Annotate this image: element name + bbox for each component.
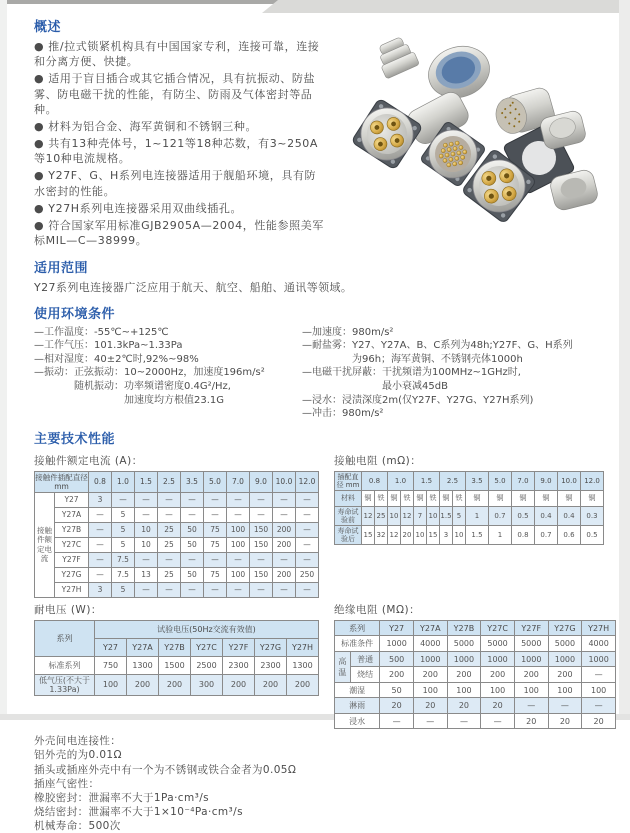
table-cell: 10 [135, 522, 158, 537]
table-cell: 1500 [159, 656, 191, 674]
series-label: Y27F [55, 552, 89, 567]
table-cell: 5 [112, 522, 135, 537]
row-header: 寿命试验后 [335, 525, 362, 544]
table-cell: 0.4 [558, 506, 581, 525]
column-header: Y27 [380, 620, 414, 636]
table-cell: 5000 [548, 636, 582, 652]
table-cell: 20 [514, 713, 548, 729]
table-cell: 4000 [413, 636, 447, 652]
series-label: Y27A [55, 507, 89, 522]
table-cell: 1 [466, 506, 489, 525]
table-cell: 500 [380, 651, 414, 667]
rated-current-caption: 接触件额定电流 (A)： [34, 454, 143, 467]
table-cell: 铜 [489, 490, 512, 506]
table-cell: 2300 [223, 656, 255, 674]
table-cell: — [89, 567, 112, 582]
performance-row-2 [34, 600, 616, 730]
table-cell: 100 [481, 682, 515, 698]
table-cell: 200 [273, 522, 296, 537]
row-group-label: 高温 [335, 651, 351, 682]
table-cell: — [296, 522, 319, 537]
table-cell: 100 [447, 682, 481, 698]
table-cell: 1300 [127, 656, 159, 674]
table-cell: 3 [89, 492, 112, 507]
table-cell: 1000 [514, 651, 548, 667]
table-cell: 铜 [581, 490, 604, 506]
column-header: Y27F [223, 638, 255, 656]
table-cell: 100 [95, 674, 127, 695]
contact-resistance-block [334, 451, 616, 545]
table-cell: 50 [380, 682, 414, 698]
table-cell: 7.5 [112, 552, 135, 567]
table-cell: 铜 [466, 490, 489, 506]
env-condition: —工作温度：-55℃~+125℃ [34, 326, 169, 338]
table-cell: — [89, 552, 112, 567]
column-header: 5.0 [204, 471, 227, 492]
table-cell: — [296, 492, 319, 507]
table-cell: 50 [181, 567, 204, 582]
table-cell: 150 [250, 537, 273, 552]
series-label: Y27C [55, 537, 89, 552]
column-header: Y27H [582, 620, 616, 636]
overview-bullet-7: ● 符合国家军用标准GJB2905A—2004，性能参照美军标MIL—C—38999。 [34, 218, 324, 248]
row-header: 浸水 [335, 713, 380, 729]
table-cell: 12 [401, 506, 414, 525]
table-cell: 0.8 [362, 471, 388, 490]
table-cell: 200 [273, 537, 296, 552]
column-header: Y27C [481, 620, 515, 636]
env-condition: —耐盐雾：Y27、Y27A、B、C系列为48h;Y27F、G、H系列 [302, 340, 573, 352]
table-cell: 13 [135, 567, 158, 582]
table-cell: — [296, 552, 319, 567]
table-cell: 10 [388, 506, 401, 525]
table-cell: 5000 [514, 636, 548, 652]
scope-heading: 适用范围 [34, 261, 89, 277]
column-header: 2.5 [158, 471, 181, 492]
row-header: 淋雨 [335, 698, 380, 714]
column-header: Y27G [548, 620, 582, 636]
env-condition: 随机振动：功率频谱密度0.4G²/Hz, [34, 381, 231, 392]
table-cell: 10 [427, 506, 440, 525]
top-row [34, 10, 616, 250]
note-line: 烧结密封：泄漏率不大于1×10⁻⁴Pa·cm³/s [34, 806, 243, 819]
table-cell: 9.0 [535, 471, 558, 490]
table-cell: 200 [159, 674, 191, 695]
series-label: Y27 [55, 492, 89, 507]
note-line: 插座气密性： [34, 777, 100, 790]
note-line: 铝外壳的为0.01Ω [34, 749, 122, 762]
series-label: Y27B [55, 522, 89, 537]
table-cell: — [158, 507, 181, 522]
table-cell: 0.6 [558, 525, 581, 544]
table-cell: 0.7 [489, 506, 512, 525]
table-cell: 25 [375, 506, 388, 525]
table-cell: — [135, 492, 158, 507]
env-condition: —相对湿度：40±2℃时,92%~98% [34, 353, 199, 365]
table-cell: 12.0 [581, 471, 604, 490]
overview-bullet-4: ● 共有13种壳体号，1~121等18种芯数，有3~250A等10种电流规格。 [34, 137, 319, 166]
table-cell: 1.5 [466, 525, 489, 544]
table-cell: — [250, 582, 273, 597]
table-cell: — [135, 582, 158, 597]
table-cell: 5.0 [489, 471, 512, 490]
row-header: 插配直径 mm [335, 471, 362, 490]
table-cell: 200 [255, 674, 287, 695]
table-cell: 5 [453, 506, 466, 525]
withstand-voltage-caption: 耐电压 (W)： [34, 603, 102, 616]
table-cell: 铜 [535, 490, 558, 506]
table-cell: — [296, 507, 319, 522]
table-cell: 200 [481, 667, 515, 683]
column-header: Y27H [287, 638, 319, 656]
table-cell: 150 [250, 567, 273, 582]
column-header: 1.5 [135, 471, 158, 492]
table-cell: — [273, 552, 296, 567]
table-cell: 5 [112, 582, 135, 597]
table-cell: 50 [181, 537, 204, 552]
env-condition: 加速度均方根值23.1G [34, 394, 225, 406]
row-header: 标准系列 [35, 656, 95, 674]
table-cell: 200 [223, 674, 255, 695]
series-header: 系列 [35, 620, 95, 656]
table-cell: 0.7 [535, 525, 558, 544]
table-cell: 2.5 [440, 471, 466, 490]
table-cell: 20 [401, 525, 414, 544]
table-cell: 铜 [440, 490, 453, 506]
table-cell: 铁 [427, 490, 440, 506]
table-cell: — [582, 698, 616, 714]
withstand-voltage-table [34, 620, 319, 696]
column-header: Y27A [413, 620, 447, 636]
table-cell: 50 [181, 522, 204, 537]
table-cell: 铁 [453, 490, 466, 506]
table-cell: 200 [127, 674, 159, 695]
table-cell: — [181, 582, 204, 597]
table-cell: 750 [95, 656, 127, 674]
table-cell: 3 [440, 525, 453, 544]
column-header: 9.0 [250, 471, 273, 492]
table-cell: 15 [362, 525, 375, 544]
corner-header: 接触件插配直径 mm [35, 472, 88, 491]
table-cell: — [89, 537, 112, 552]
column-header: 1.0 [112, 471, 135, 492]
table-cell: 1.0 [388, 471, 414, 490]
table-cell: 200 [273, 567, 296, 582]
table-cell: 2300 [255, 656, 287, 674]
table-cell: 25 [158, 567, 181, 582]
column-header: Y27F [514, 620, 548, 636]
table-cell: 200 [514, 667, 548, 683]
table-cell: — [204, 582, 227, 597]
env-condition: —浸水：浸渍深度2m(仅Y27F、Y27G、Y27H系列) [302, 394, 534, 406]
note-line: 插头或插座外壳中有一个为不锈钢或铁合金者为0.05Ω [34, 763, 297, 776]
table-cell: 5000 [481, 636, 515, 652]
overview-bullet-6: ● Y27H系列电连接器采用双曲线插孔。 [34, 201, 243, 215]
insulation-resistance-block [334, 600, 616, 730]
overview-section [34, 10, 326, 250]
product-photo [326, 10, 616, 250]
table-cell: 7 [414, 506, 427, 525]
table-cell: 3.5 [466, 471, 489, 490]
overview-bullet-1: ● 推/拉式锁紧机构具有中国国家专利，连接可靠，连接和分离方便、快捷。 [34, 40, 320, 69]
table-cell: — [250, 492, 273, 507]
performance-row-1 [34, 451, 616, 598]
table-cell: 0.3 [581, 506, 604, 525]
table-cell: 铜 [362, 490, 375, 506]
table-cell: 5000 [447, 636, 481, 652]
table-cell: — [158, 492, 181, 507]
table-cell: 10 [414, 525, 427, 544]
table-cell: — [481, 713, 515, 729]
table-cell: 100 [413, 682, 447, 698]
series-label: Y27H [55, 582, 89, 597]
column-header: Y27G [255, 638, 287, 656]
table-cell: — [135, 552, 158, 567]
table-cell: — [548, 698, 582, 714]
environment-right-column [302, 326, 616, 421]
column-header: Y27B [447, 620, 481, 636]
table-cell: 20 [447, 698, 481, 714]
table-cell: 铁 [401, 490, 414, 506]
table-cell: — [514, 698, 548, 714]
table-cell: — [413, 713, 447, 729]
table-cell: — [380, 713, 414, 729]
column-header: 7.0 [227, 471, 250, 492]
row-header: 标准条件 [335, 636, 380, 652]
table-cell: 75 [204, 567, 227, 582]
column-header: Y27 [95, 638, 127, 656]
table-cell: 200 [548, 667, 582, 683]
performance-heading: 主要技术性能 [34, 431, 116, 447]
table-cell: 20 [413, 698, 447, 714]
voltage-header: 试验电压(50Hz交流有效值) [95, 620, 319, 638]
table-cell: 20 [380, 698, 414, 714]
table-cell: 20 [582, 713, 616, 729]
table-cell: — [158, 552, 181, 567]
table-cell: — [204, 507, 227, 522]
env-condition: —加速度：980m/s² [302, 326, 394, 338]
insulation-resistance-table [334, 620, 616, 730]
table-cell: — [181, 492, 204, 507]
table-cell: 1 [489, 525, 512, 544]
row-group-label: 接触件额定电流 [35, 492, 55, 597]
table-cell: 1000 [447, 651, 481, 667]
table-cell: 铜 [388, 490, 401, 506]
table-cell: 15 [427, 525, 440, 544]
row-header: 低气压(不大于1.33Pa) [35, 674, 95, 695]
table-cell: 2500 [191, 656, 223, 674]
table-cell: — [273, 582, 296, 597]
table-cell: — [112, 492, 135, 507]
table-cell: 7.5 [112, 567, 135, 582]
table-cell: 75 [204, 522, 227, 537]
table-cell: 300 [191, 674, 223, 695]
overview-heading: 概述 [34, 20, 62, 35]
notes-section [34, 734, 616, 833]
table-cell: 32 [375, 525, 388, 544]
table-cell: 100 [227, 537, 250, 552]
column-header: 12.0 [296, 471, 319, 492]
scope-text: Y27系列电连接器广泛应用于航天、航空、船舶、通讯等领域。 [34, 281, 353, 295]
table-cell: 1300 [287, 656, 319, 674]
table-cell: — [273, 492, 296, 507]
row-header: 寿命试验前 [335, 506, 362, 525]
table-cell: — [296, 537, 319, 552]
table-cell: 200 [413, 667, 447, 683]
table-cell: 铜 [558, 490, 581, 506]
table-cell: — [181, 507, 204, 522]
table-cell: 铜 [512, 490, 535, 506]
table-cell: 0.8 [512, 525, 535, 544]
table-cell: 100 [514, 682, 548, 698]
connector-illustration [331, 18, 611, 220]
table-cell: 1000 [548, 651, 582, 667]
table-cell: — [227, 507, 250, 522]
table-cell: — [250, 552, 273, 567]
env-condition: —冲击：980m/s² [302, 408, 384, 420]
table-cell: — [582, 667, 616, 683]
overview-bullet-2: ● 适用于盲目插合或其它插合情况，具有抗振动、防盐雾、防电磁干扰的性能，有防尘、防雨及气体密封等品种。 [34, 72, 316, 116]
table-cell: 3 [89, 582, 112, 597]
table-cell: 5 [112, 507, 135, 522]
note-line: 机械寿命：500次 [34, 820, 121, 833]
table-cell: 200 [287, 674, 319, 695]
table-cell: 100 [582, 682, 616, 698]
table-cell: 1.5 [414, 471, 440, 490]
table-cell: 1000 [380, 636, 414, 652]
table-cell: 12 [362, 506, 375, 525]
environment-section [34, 326, 616, 421]
table-cell: 4000 [582, 636, 616, 652]
overview-bullet-3: ● 材料为铝合金、海军黄铜和不锈钢三种。 [34, 119, 258, 133]
table-cell: — [273, 507, 296, 522]
env-condition: —工作气压：101.3kPa~1.33Pa [34, 340, 183, 352]
table-cell: 1000 [413, 651, 447, 667]
environment-heading: 使用环境条件 [34, 306, 116, 322]
table-cell: 7.0 [512, 471, 535, 490]
rated-current-block [34, 451, 334, 598]
table-cell: — [89, 507, 112, 522]
table-cell: — [204, 552, 227, 567]
table-cell: 200 [380, 667, 414, 683]
note-line: 外壳间电连接性： [34, 735, 122, 748]
environment-left-column [34, 326, 302, 421]
table-cell: 25 [158, 522, 181, 537]
table-cell: 100 [227, 567, 250, 582]
table-cell: 150 [250, 522, 273, 537]
column-header: 3.5 [181, 471, 204, 492]
table-cell: 10 [453, 525, 466, 544]
env-condition: 最小衰减45dB [302, 381, 448, 392]
insulation-resistance-caption: 绝缘电阻 (MΩ)： [334, 603, 421, 616]
series-header: 系列 [335, 620, 380, 636]
note-line: 橡胶密封：泄漏率不大于1Pa·cm³/s [34, 791, 210, 804]
table-cell: 10 [135, 537, 158, 552]
contact-resistance-table [334, 471, 604, 545]
series-label: Y27G [55, 567, 89, 582]
row-header: 烧结 [350, 667, 379, 683]
table-cell: 0.5 [512, 506, 535, 525]
contact-resistance-caption: 接触电阻 (mΩ)： [334, 454, 422, 467]
table-cell: 100 [227, 522, 250, 537]
env-condition: —振动：正弦振动：10~2000Hz，加速度196m/s² [34, 367, 265, 379]
table-cell: 1.5 [440, 506, 453, 525]
table-cell: 25 [158, 537, 181, 552]
table-cell: 75 [204, 537, 227, 552]
table-cell: 250 [296, 567, 319, 582]
table-cell: — [204, 492, 227, 507]
table-cell: — [89, 522, 112, 537]
column-header: Y27A [127, 638, 159, 656]
table-cell: — [250, 507, 273, 522]
column-header: Y27B [159, 638, 191, 656]
table-cell: — [181, 552, 204, 567]
table-cell: 10.0 [558, 471, 581, 490]
table-cell: 20 [481, 698, 515, 714]
table-cell: 1000 [582, 651, 616, 667]
table-cell: 0.5 [581, 525, 604, 544]
table-cell: 0.4 [535, 506, 558, 525]
table-cell: — [227, 552, 250, 567]
overview-bullet-5: ● Y27F、G、H系列电连接器适用于舰船环境，具有防水密封的性能。 [34, 169, 317, 198]
row-header: 潮湿 [335, 682, 380, 698]
env-condition: 为96h；海军黄铜、不锈钢壳体1000h [302, 353, 523, 365]
column-header: 10.0 [273, 471, 296, 492]
table-cell: 铜 [414, 490, 427, 506]
table-cell: 200 [447, 667, 481, 683]
table-cell: 12 [388, 525, 401, 544]
row-header: 材料 [335, 490, 362, 506]
column-header: 0.8 [89, 471, 112, 492]
env-condition: —电磁干扰屏蔽：干扰频谱为100MHz~1GHz时, [302, 367, 521, 379]
table-cell: 1000 [481, 651, 515, 667]
table-cell: — [158, 582, 181, 597]
table-cell: 5 [112, 537, 135, 552]
withstand-voltage-block [34, 600, 334, 696]
table-cell: — [447, 713, 481, 729]
table-cell: — [227, 582, 250, 597]
table-cell: 20 [548, 713, 582, 729]
column-header: Y27C [191, 638, 223, 656]
row-header: 普通 [350, 651, 379, 667]
table-cell: 铁 [375, 490, 388, 506]
table-cell: — [135, 507, 158, 522]
table-cell: 100 [548, 682, 582, 698]
rated-current-table [34, 471, 319, 598]
table-cell: — [296, 582, 319, 597]
table-cell: — [227, 492, 250, 507]
